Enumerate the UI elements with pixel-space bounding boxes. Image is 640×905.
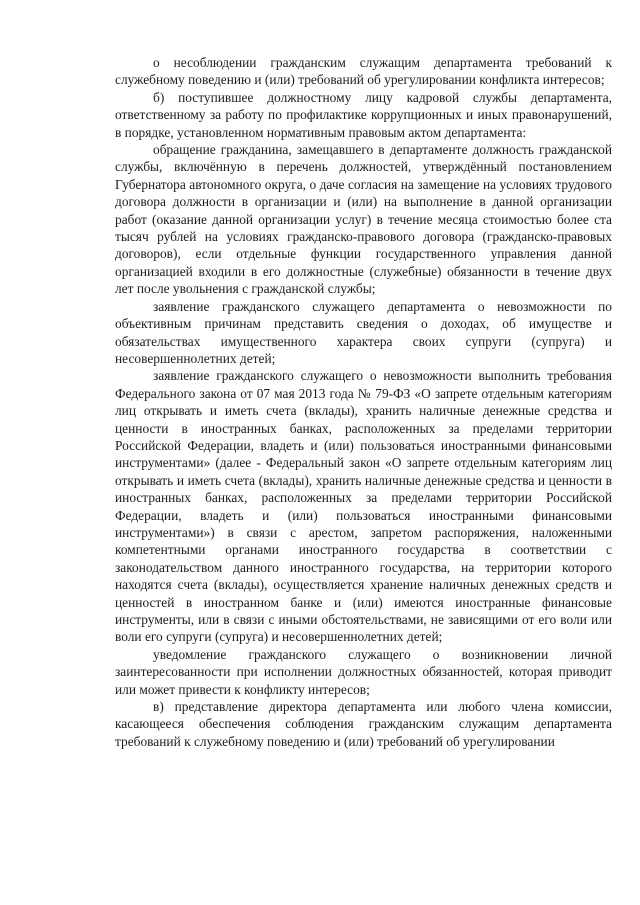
paragraph-personal-interest-notice: уведомление гражданского служащего о возникновении личной заинтересованности при исполнении должностных обязанностей, которая приводит или может привести к конфликту интересов;	[115, 646, 612, 697]
document-body	[115, 54, 612, 750]
paragraph-citizen-appeal: обращение гражданина, замещавшего в департаменте должность гражданской службы, включённую в перечень должностей, утверждённый постановлением Губернатора автономного округа, о даче согласия на замещение на условиях трудового договора должности в организации и (или) на выполнение в данной организации работ (оказание данной организации услуг) в течение месяца стоимостью более ста тысяч рублей на условиях гражданско-правового договора (гражданско-правовых договоров), если отдельные функции государственного управления данной организацией входили в его должностные (служебные) обязанности в течение двух лет после увольнения с гражданской службы;	[115, 142, 612, 297]
paragraph-conflict-of-interest-clause: о несоблюдении гражданским служащим департамента требований к служебному поведению и (или) требований об урегулировании конфликта интересов;	[115, 55, 612, 88]
paragraph-item-b: б) поступившее должностному лицу кадровой службы департамента, ответственному за работу по профилактике коррупционных и иных правонарушений, в порядке, установленном нормативным правовым актом департамента:	[115, 89, 612, 140]
paragraph-federal-law-application: заявление гражданского служащего о невозможности выполнить требования Федерального закона от 07 мая 2013 года № 79-ФЗ «О запрете отдельным категориям лиц открывать и иметь счета (вклады), хранить наличные денежные средства и ценности в иностранных банках, расположенных за пределами территории Российской Федерации, владеть и (или) пользоваться иностранными финансовыми инструментами» (далее - Федеральный закон «О запрете отдельным категориям лиц открывать и иметь счета (вклады), хранить наличные денежные средства и ценности в иностранных банках, расположенных за пределами территории Российской Федерации, владеть и (или) пользоваться иностранными финансовыми инструментами») в связи с арестом, запретом распоряжения, наложенными компетентными органами иностранного государства в соответствии с законодательством данного иностранного государства, на территории которого находятся счета (вклады), осуществляется хранение наличных денежных средств и ценностей в иностранном банке и (или) имеются иностранные финансовые инструменты, или в связи с иными обстоятельствами, не зависящими от его воли или воли его супруги (супруга) и несовершеннолетних детей;	[115, 368, 612, 645]
paragraph-item-v: в) представление директора департамента или любого члена комиссии, касающееся обеспечения соблюдения гражданским служащим департамента требований к служебному поведению и (или) требований об урегулировании	[115, 699, 612, 749]
paragraph-income-statement-application: заявление гражданского служащего департамента о невозможности по объективным причинам представить сведения о доходах, об имуществе и обязательствах имущественного характера своих супруги (супруга) и несовершеннолетних детей;	[115, 298, 612, 366]
